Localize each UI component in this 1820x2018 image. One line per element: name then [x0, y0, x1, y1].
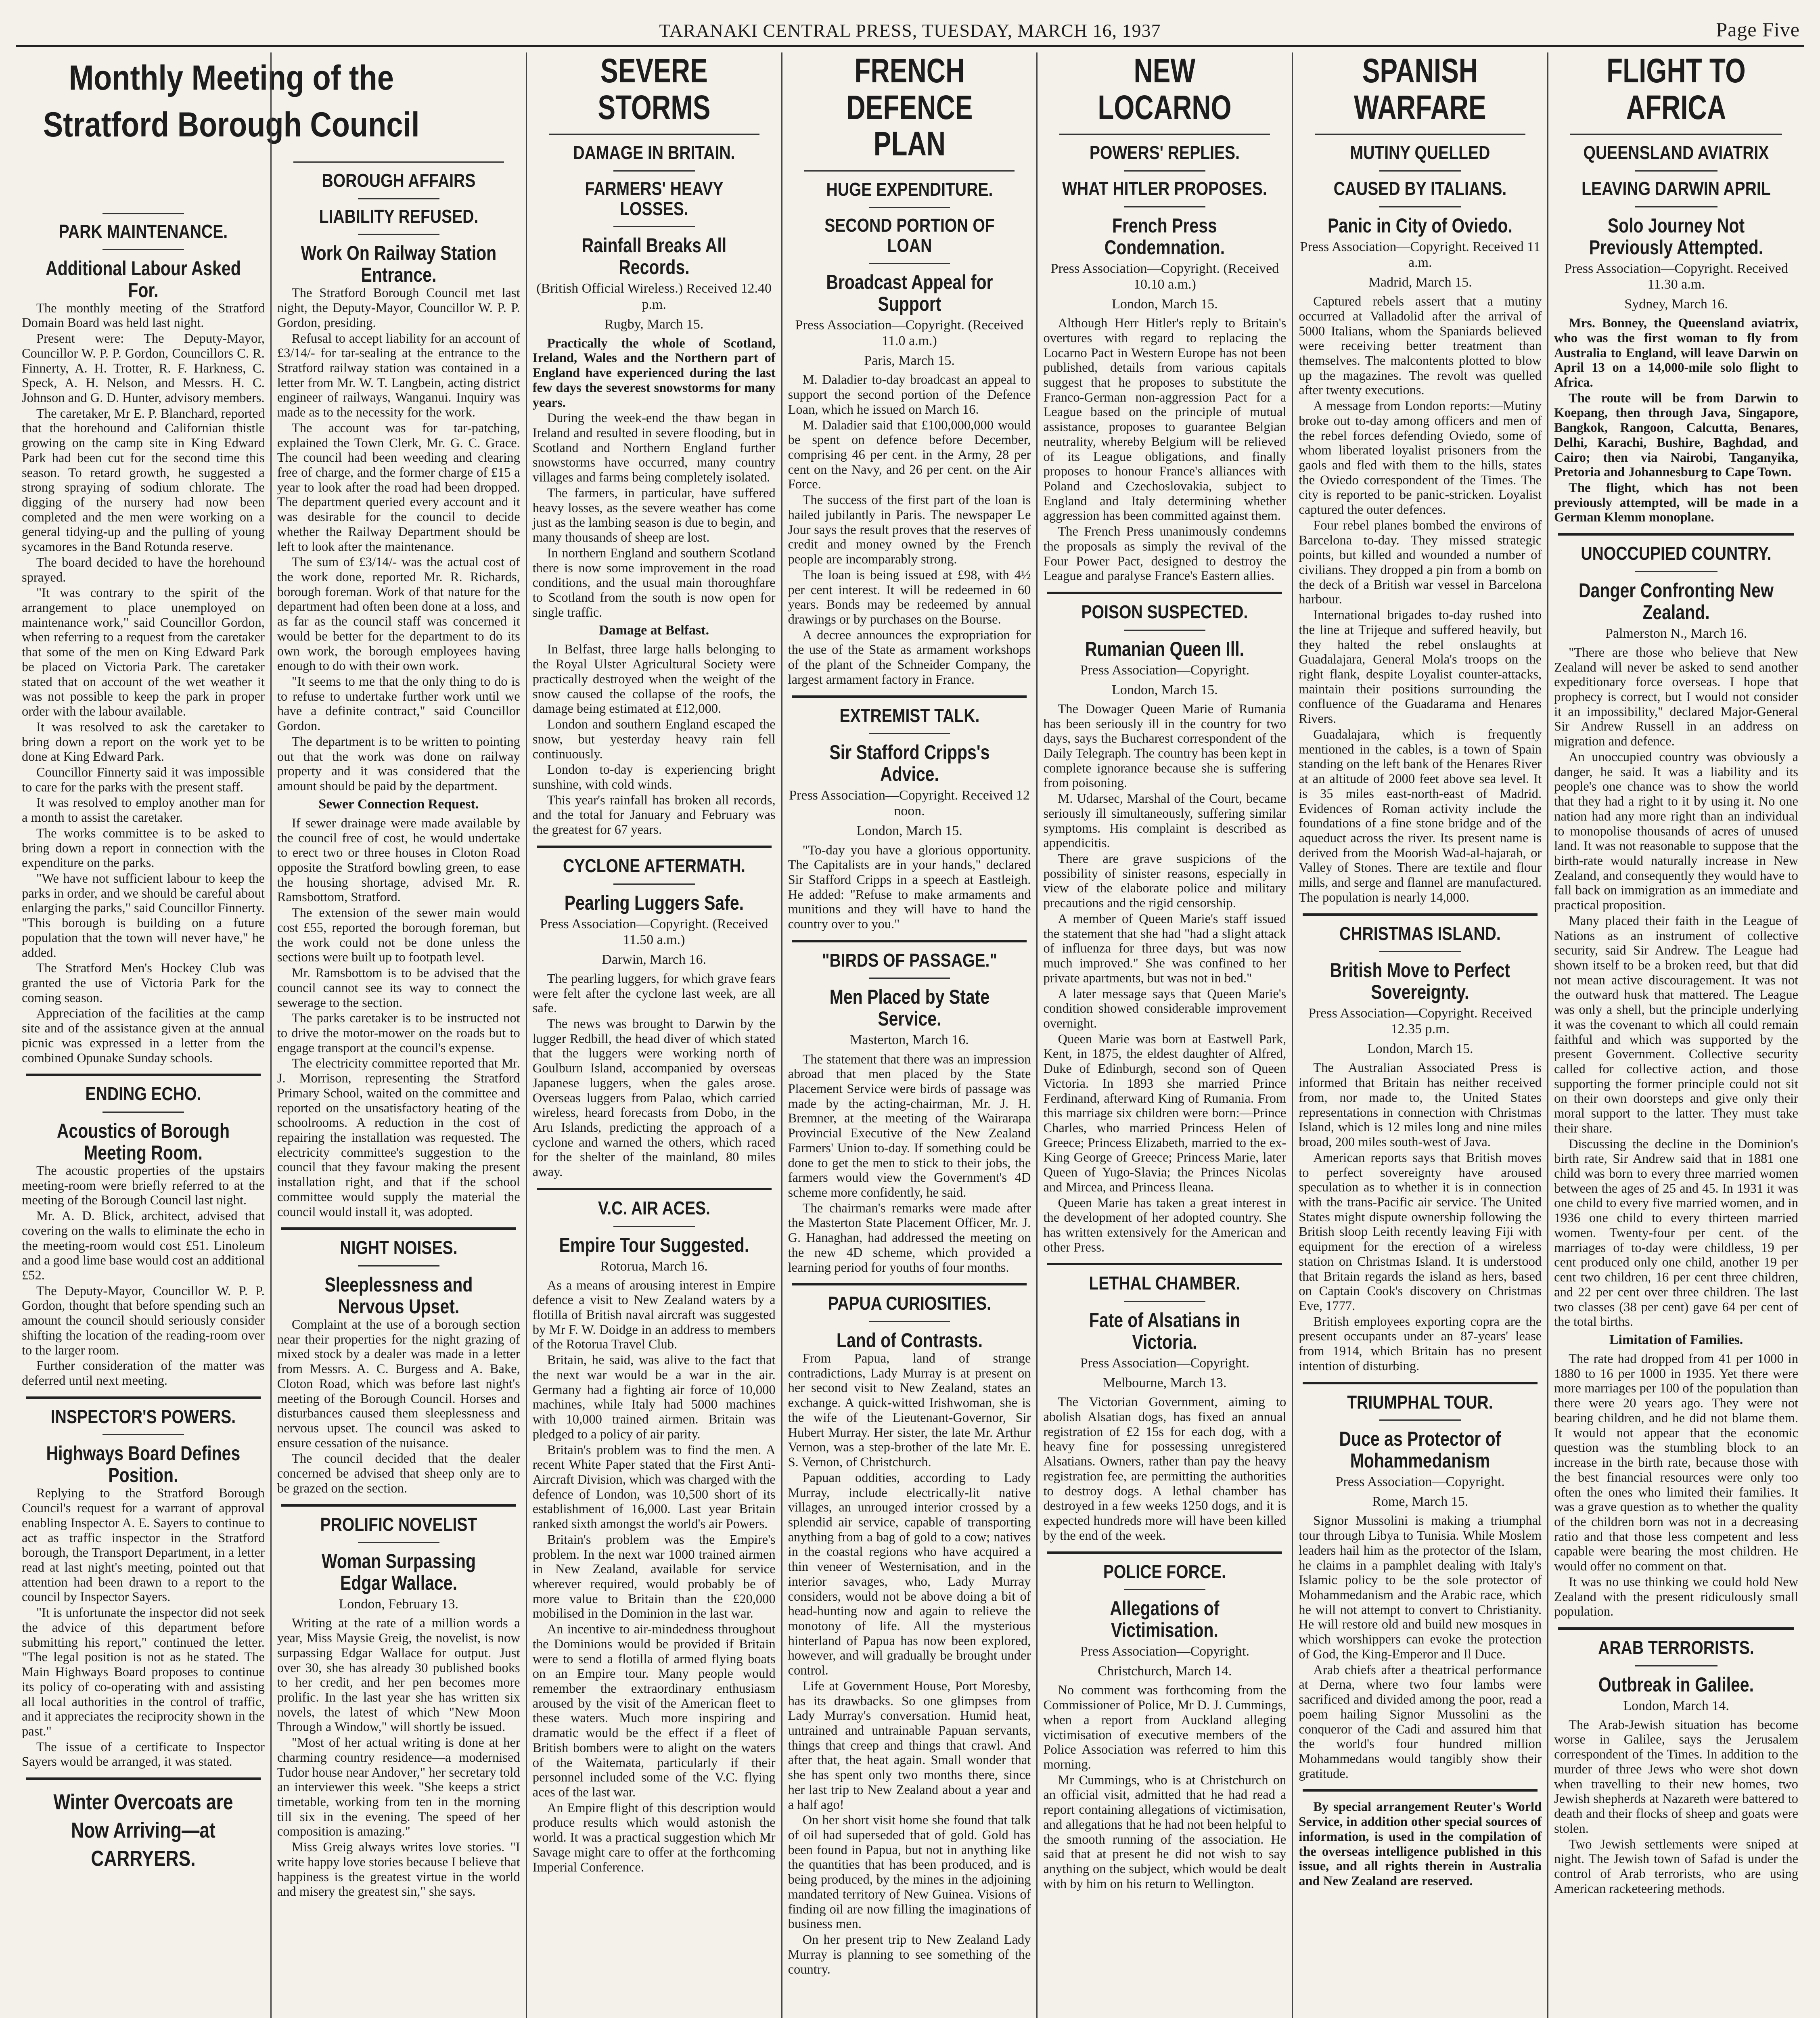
paragraph: As a means of arousing interest in Empire defence a visit to New Zealand waters by a flotilla of British naval aircraft was suggested by Mr F. W. Doidge in an address to members of the Rotorua Travel Club.: [532, 1278, 776, 1352]
paragraph: Britain's problem was the Empire's problem. In the next war 1000 trained airmen in New Zealand, available for service wherever required, would probably be of more value to Britain than the £20,000 mobilised in the Dominion in the last war.: [532, 1532, 776, 1621]
headline: Woman Surpassing Edgar Wallace.: [321, 1550, 476, 1595]
paragraph: The flight, which has not been previously attempted, will be made in a German Klemm monoplane.: [1554, 480, 1799, 525]
paragraph: It was no use thinking we could hold New Zealand with the present ridiculously small population.: [1554, 1574, 1799, 1619]
subheading: Limitation of Families.: [1609, 1332, 1743, 1347]
headline: ARAB TERRORISTS.: [1598, 1637, 1754, 1658]
column-1: [16, 52, 272, 2018]
headline: PARK MAINTENANCE.: [59, 221, 228, 242]
column-7: [1548, 52, 1804, 2018]
paragraph: The Arab-Jewish situation has become worse in Galilee, says the Jerusalem correspondent of the Times. In addition to the murder of three Jews who were shot down when travelling to their new homes, two Jewish shepherds at Nazareth were battered to death and their flocks of sheep and goats were stolen.: [1554, 1717, 1799, 1836]
paragraph: The extension of the sewer main would cost £55, reported the borough foreman, but the work could not be done unless the sections were built up to footpath level.: [277, 906, 520, 965]
paragraph: Writing at the rate of a million words a year, Miss Maysie Greig, the novelist, is now surpassing Edgar Wallace for output. Just over 30, she has already 30 published books to her credit, and her pen becomes more prolific. In the last year she has written six novels, the latest of which "New Moon Through a Window," will shortly be issued.: [277, 1616, 520, 1735]
headline: LIABILITY REFUSED.: [319, 205, 479, 227]
paragraph: The acoustic properties of the upstairs meeting-room were briefly referred to at the meeting of the Borough Council last night.: [22, 1164, 265, 1208]
dateline: London, March 15.: [856, 823, 962, 839]
paragraph: "It is unfortunate the inspector did not seek the advice of this department before submitting his report," continued the letter. "The legal position is not as he stated. The Main Highways Board proposes to continue its policy of co-operating with and assisting all local authorities in the control of traffic, and it appreciates the reciprocity shown in the past.": [22, 1606, 265, 1739]
newspaper-name-date: TARANAKI CENTRAL PRESS, TUESDAY, MARCH 16, 1937: [659, 20, 1161, 41]
paragraph: On her short visit home she found that talk of oil had superseded that of gold. Gold has been found in Papua, but not in anything like the quantities that has been produced, and is being produced, by the mines in the adjoining mandated territory of New Guinea. Visions of finding oil are now filling the imaginations of business men.: [788, 1813, 1031, 1932]
headline: Duce as Protector of Mohammedanism: [1339, 1428, 1501, 1472]
byline: Press Association—Copyright. (Received 11.50 a.m.): [540, 916, 768, 947]
headline: POLICE FORCE.: [1103, 1561, 1226, 1582]
paragraph: London to-day is experiencing bright sunshine, with cold winds.: [532, 762, 776, 792]
page-columns: [16, 52, 1804, 2018]
paragraph: The loan is being issued at £98, with 4½ per cent interest. It will be redeemed in 60 years. Bonds may be redeemed by annual drawings or by purchases on the Bourse.: [788, 567, 1031, 627]
article-body: [1299, 1061, 1542, 1373]
dateline: London, March 15.: [1112, 682, 1218, 697]
article-body: [1043, 1395, 1286, 1543]
paragraph: Captured rebels assert that a mutiny occurred at Valladolid after the arrival of 5000 Italians, whom the Spaniards believed were receiving better treatment than themselves. The malcontents plotted to blow up the magazines. The revolt was quelled after twenty executions.: [1299, 294, 1542, 398]
paragraph: From Papua, land of strange contradictions, Lady Murray is at present on her second visit to New Zealand, states an exchange. A quick-witted Irishwoman, she is the wife of the Lieutenant-Governor, Sir Hubert Murray. Her sister, the late Mr. Arthur Vernon, was a step-brother of the late Mr. E. S. Vernon, of Christchurch.: [788, 1351, 1031, 1470]
article-body: [1043, 316, 1286, 584]
column-6: [1293, 52, 1548, 2018]
dateline: Rugby, March 15.: [605, 316, 704, 332]
subheading: Sewer Connection Request.: [318, 796, 479, 812]
headline: Panic in City of Oviedo.: [1328, 214, 1513, 237]
paragraph: Queen Marie has taken a great interest in the development of her adopted country. She has written extensively for the American and other Press.: [1043, 1195, 1287, 1255]
paragraph: Queen Marie was born at Eastwell Park, Kent, in 1875, the eldest daughter of Alfred, Duke of Edinburgh, second son of Queen Victoria. In 1893 she married Prince Ferdinand, afterward King of Rumania. From this marriage six children were born:—Prince Charles, who married Princess Helen of Greece; Princess Elizabeth, married to the ex-King George of Greece; Princess Marie, later Queen of Yugo-Slavia; the Princes Nicolas and Mircea, and Princess Ileana.: [1043, 1032, 1287, 1195]
headline: CYCLONE AFTERMATH.: [563, 855, 745, 876]
paragraph: Guadalajara, which is frequently mentioned in the cables, is a town of Spain standing on the left bank of the Henares River at an altitude of 2000 feet above sea level. It is 35 miles east-north-east of Madrid. Evidences of Roman activity include the foundations of a fine stone bridge and of the aqueduct across the river. Its present name is derived from the Moorish Wad-al-hajarah, or Valley of Stones. There are textile and flour mills, and serge and flannel are manufactured. The population is nearly 14,000.: [1299, 727, 1542, 905]
paragraph: Present were: The Deputy-Mayor, Councillor W. P. P. Gordon, Councillors C. R. Finnerty, A. H. Trotter, R. F. Harkness, C. Speck, A. H. Nelson, and Messrs. H. C. Johnson and G. D. Hunter, advisory members.: [22, 331, 265, 405]
paragraph: Replying to the Stratford Borough Council's request for a warrant of approval enabling Inspector A. E. Sayers to continue to act as traffic inspector in the Stratford borough, the Transport Department, in a letter read at last night's meeting, pointed out that attention had been drawn to a report to the council by Inspector Sayers.: [22, 1486, 265, 1605]
headline: Solo Journey Not Previously Attempted.: [1589, 214, 1764, 259]
paragraph: Signor Mussolini is making a triumphal tour through Libya to Tunisia. While Moslem leaders hail him as the protector of the Islam, he claims in a pamphlet dealing with Italy's Islamic policy to be the sole protector of Mohammedanism and the Arabic race, which he will not attempt to convert to Christianity. He will restore old and build new mosques in which worshippers can evoke the protection of God, the King-Emperor and Il Duce.: [1299, 1514, 1542, 1662]
paragraph: The rate had dropped from 41 per 1000 in 1880 to 16 per 1000 in 1935. Yet there were more marriages per 100 of the population than there were 20 years ago. They were not bearing children, and he did not blame them. It would not appear that the economic question was the stumbling block to an increase in the birth rate, because those with the best financial resources were only too often the ones who limited their families. It was a grave question as to whether the quality of the children born was not in a decreasing ratio and that those less competent and less capable were bearing the most children. He would offer no comment on that.: [1554, 1352, 1799, 1574]
article-body: [788, 1351, 1031, 1977]
paragraph: The Stratford Borough Council met last night, the Deputy-Mayor, Councillor W. P. P. Gordon, presiding.: [277, 286, 520, 330]
paragraph: If sewer drainage were made available by the council free of cost, he would undertake to erect two or three houses in Cloton Road opposite the Stratford bowling green, to ease the housing shortage, advised Mr. R. Ramsbottom, Stratford.: [277, 816, 520, 905]
article-body: [788, 1052, 1031, 1275]
headline: UNOCCUPIED COUNTRY.: [1581, 543, 1772, 564]
dateline: Rotorua, March 16.: [600, 1258, 708, 1274]
paragraph: The Deputy-Mayor, Councillor W. P. P. Gordon, thought that before spending such an amount the council should seriously consider shifting the location of the reading-room over to the larger room.: [22, 1283, 265, 1358]
dateline: London, March 14.: [1623, 1698, 1729, 1713]
paragraph: Life at Government House, Port Moresby, has its drawbacks. So one glimpses from Lady Murray's conversation. Humid heat, untrained and untrainable Papuan servants, things that creep and things that crawl. And after that, the heat again. Small wonder that she has spent only two months there, since her last trip to New Zealand about a year and a half ago!: [788, 1679, 1031, 1812]
headline: Broadcast Appeal for Support: [826, 271, 993, 316]
article-body: [277, 1616, 520, 1899]
paragraph: Two Jewish settlements were sniped at night. The Jewish town of Safad is under the control of Arab terrorists, who are using American racketeering methods.: [1554, 1837, 1799, 1896]
paragraph: The council decided that the dealer concerned be advised that sheep only are to be grazed on the section.: [277, 1451, 520, 1496]
paragraph: During the week-end the thaw began in Ireland and resulted in severe flooding, but in Scotland and Northern England further snowstorms have occurred, many country villages and farms being completely isolated.: [532, 411, 776, 485]
column-5: [1038, 52, 1293, 2018]
headline: INSPECTOR'S POWERS.: [50, 1406, 236, 1427]
paragraph: Britain's problem was to find the men. A recent White Paper stated that the First Anti-Aircraft Division, which was charged with the defence of London, was 10,500 short of its establishment of 16,000. Last year Britain ranked sixth amongst the world's air Powers.: [532, 1442, 776, 1532]
article-body: [22, 1486, 265, 1769]
paragraph: M. Daladier said that £100,000,000 would be spent on defence before December, comprising 46 per cent. in the Army, 28 per cent on the Navy, and 26 per cent. on the Air Force.: [788, 418, 1031, 492]
headline: V.C. AIR ACES.: [598, 1197, 710, 1218]
paragraph: Refusal to accept liability for an account of £3/14/- for tar-sealing at the entrance to the Stratford railway station was contained in a letter from Mr. W. T. Langbein, acting district engineer of railways, Wanganui. Inquiry was made as to the necessity for the work.: [277, 331, 520, 420]
paragraph: M. Udarsec, Marshal of the Court, became seriously ill simultaneously, suffering similar symptoms. His complaint is described as appendicitis.: [1043, 791, 1287, 851]
article-body: [1554, 1718, 1798, 1897]
paragraph: "We have not sufficient labour to keep the parks in order, and we should be careful about enlarging the parks," said Councillor Finnerty. "This borough is building on a future population that the town will never have," he added.: [22, 871, 265, 960]
paragraph: The success of the first part of the loan is hailed jubilantly in Paris. The newspaper Le Jour says the result proves that the reserves of credit and money owned by the French people are incomparably strong.: [788, 493, 1031, 567]
paragraph: M. Daladier to-day broadcast an appeal to support the second portion of the Defence Loan, which he issued on March 16.: [788, 373, 1031, 417]
paragraph: The pearling luggers, for which grave fears were felt after the cyclone last week, are all safe.: [532, 971, 776, 1016]
dateline: Paris, March 15.: [864, 353, 955, 368]
headline: FLIGHT TO AFRICA: [1607, 52, 1746, 126]
headline: NEW LOCARNO: [1098, 52, 1232, 126]
article-body: [1299, 1514, 1542, 1781]
headline: FRENCH DEFENCE PLAN: [846, 52, 973, 163]
headline: Fate of Alsatians in Victoria.: [1089, 1309, 1241, 1354]
article-body: [533, 1278, 776, 1875]
dateline: London, March 15.: [1112, 296, 1218, 312]
paragraph: A later message says that Queen Marie's condition showed considerable improvement overnight.: [1043, 986, 1287, 1031]
headline: CHRISTMAS ISLAND.: [1339, 923, 1501, 944]
headline: SPANISH WARFARE: [1354, 52, 1487, 126]
headline: TRIUMPHAL TOUR.: [1347, 1391, 1493, 1413]
paragraph: Appreciation of the facilities at the camp site and of the assistance given at the annual picnic was expressed in a letter from the combined Opunake Sunday schools.: [22, 1006, 265, 1066]
dateline: London, March 15.: [1367, 1041, 1473, 1057]
paragraph: Mr. A. D. Blick, architect, advised that covering on the walls to eliminate the echo in the meeting-room would cost £51. Linoleum and a good lime base would cost an additional £52.: [22, 1209, 265, 1283]
headline: Rumanian Queen Ill.: [1085, 637, 1245, 660]
article-body: [533, 971, 776, 1180]
paragraph: International brigades to-day rushed into the line at Trijeque and suffered heavily, but they halted the rebel onslaughts at Guadalajara, General Mola's troops on the right flank, despite Loyalist counter-attacks, maintain their positions surrounding the confluence of the Guadarama and Henares Rivers.: [1299, 608, 1542, 726]
headline: Allegations of Victimisation.: [1110, 1597, 1220, 1642]
paragraph: There are grave suspicions of the possibility of sinister reasons, especially in view of the elaborate police and military precautions and the rigid censorship.: [1043, 852, 1287, 911]
paragraph: It was resolved to employ another man for a month to assist the caretaker.: [22, 795, 265, 825]
paragraph: Discussing the decline in the Dominion's birth rate, Sir Andrew said that in 1881 one child was born to every three married women between the ages of 25 and 45. In 1931 it was one child to every five married women, and in 1936 one child to every thirteen married women. Twenty-four per cent. of the marriages of to-day were childless, 19 per cent produced only one child, another 19 per cent two children, 16 per cent three children, and 22 per cent over three children. The last two classes (38 per cent) gave 64 per cent of the total births.: [1554, 1137, 1799, 1329]
paragraph: The department is to be written to pointing out that the work was done on railway property and it was considered that the amount should be paid by the department.: [277, 734, 520, 794]
headline: Work On Railway Station Entrance.: [301, 242, 497, 287]
headline: French Press Condemnation.: [1105, 214, 1225, 259]
article-body: [533, 336, 776, 837]
paragraph: Papuan oddities, according to Lady Murray, include electrically-lit native villages, an unrouged interior crossed by a splendid air service, capable of transporting anything from a bag of gold to a cow; natives in the coastal regions who have acquired a thin veneer of Westernisation, and in the interior savages, who, Lady Murray considers, would not be above doing a bit of head-hunting now and again to relieve the monotony of life. All the mysterious hinterland of Papua has now been explored, however, and will gradually be brought under control.: [788, 1470, 1031, 1678]
headline: "BIRDS OF PASSAGE.": [822, 949, 997, 971]
paragraph: Although Herr Hitler's reply to Britain's overtures with regard to replacing the Locarno Pact in Western Europe has not been published, details from various capitals suggest that he proposes to substitute the Franco-German non-aggression Pact for a League based on the principle of mutual assistance, proposes to guarantee Belgian neutrality, whereby Belgium will be relieved of its League obligations, and finally proposes to honour France's alliances with Poland and Czechoslovakia, subject to England and Italy determining whether aggression has been committed against them.: [1043, 316, 1287, 523]
headline: WHAT HITLER PROPOSES.: [1062, 178, 1268, 199]
headline: Land of Contrasts.: [836, 1329, 983, 1352]
headline: NIGHT NOISES.: [340, 1237, 458, 1258]
dateline: Palmerston N., March 16.: [1605, 626, 1747, 641]
article-body: [788, 843, 1031, 932]
article-body: [1043, 1683, 1286, 1891]
headline: POWERS' REPLIES.: [1090, 142, 1240, 163]
byline: Press Association—Copyright.: [1080, 662, 1250, 678]
column-3: [527, 52, 782, 2018]
headline: QUEENSLAND AVIATRIX: [1583, 142, 1769, 163]
paragraph: "To-day you have a glorious opportunity. The Capitalists are in your hands," declared Sir Stafford Cripps in a speech at Eastleigh. He added: "Refuse to make armaments and munitions and they will have to hand the country over to you.": [788, 843, 1031, 932]
paragraph: The Stratford Men's Hockey Club was granted the use of Victoria Park for the coming season.: [22, 961, 265, 1005]
column-2: [272, 52, 527, 2018]
dateline: Rome, March 15.: [1372, 1494, 1469, 1509]
paragraph: Practically the whole of Scotland, Ireland, Wales and the Northern part of England have experienced during the last few days the severest snowstorms for many years.: [532, 336, 776, 410]
paragraph: An Empire flight of this description would produce results which would astonish the world. It was a practical suggestion which Mr Savage might care to offer at the forthcoming Imperial Conference.: [532, 1800, 776, 1875]
article-body: [22, 1164, 265, 1388]
paragraph: It was resolved to ask the caretaker to bring down a report on the work yet to be done at King Edward Park.: [22, 720, 265, 764]
paragraph: Mr. Ramsbottom is to be advised that the council cannot see its way to connect the sewerage to the section.: [277, 966, 520, 1010]
column-4: [782, 52, 1038, 2018]
headline: PROLIFIC NOVELIST: [320, 1514, 477, 1535]
paragraph: The Dowager Queen Marie of Rumania has been seriously ill in the country for two days, says the Bucharest correspondent of the Daily Telegraph. The country has been kept in complete ignorance because she is suffering from poisoning.: [1043, 701, 1287, 791]
paragraph: This year's rainfall has broken all records, and the total for January and February was the greatest for 67 years.: [532, 793, 776, 837]
headline: PAPUA CURIOSITIES.: [828, 1293, 991, 1314]
paragraph: Britain, he said, was alive to the fact that the next war would be a war in the air. Germany had a fighting air force of 10,000 machines, while Italy had 5000 machines with 10,000 trained airmen. Britain was pledged to a policy of air parity.: [532, 1353, 776, 1442]
paragraph: Councillor Finnerty said it was impossible to care for the parks with the present staff.: [22, 765, 265, 795]
advertisement: Winter Overcoats are Now Arriving—at CARRYERS.: [53, 1790, 233, 1871]
paragraph: The Victorian Government, aiming to abolish Alsatian dogs, has fixed an annual registration of £2 15s for each dog, with a heavy fine for possessing unregistered Alsatians. Owners, rather than pay the heavy registration fee, are permitting the authorities to destroy dogs. A lethal chamber has destroyed in a few weeks 1250 dogs, and it is expected hundreds more will have been killed by the end of the week.: [1043, 1395, 1287, 1543]
byline: Press Association—Copyright. Received 12.35 p.m.: [1308, 1006, 1532, 1037]
paragraph: "Most of her actual writing is done at her charming country residence—a modernised Tudor house near Andover," her secretary told an interviewer this week. "She keeps a strict timetable, working from ten in the morning till six in the evening. The speed of her composition is amazing.": [277, 1735, 520, 1839]
paragraph: Mr Cummings, who is at Christchurch on an official visit, admitted that he had read a report containing allegations of victimisation, and allegations that he had not been helpful to the smooth running of the association. He said that at present he did not wish to say anything on the subject, which would be dealt with by him on his return to Wellington.: [1043, 1773, 1287, 1891]
article-body: [1043, 702, 1286, 1255]
dateline: London, February 13.: [339, 1597, 459, 1612]
headline: ENDING ECHO.: [85, 1083, 201, 1105]
paragraph: "It was contrary to the spirit of the arrangement to place unemployed on maintenance work," said Councillor Gordon, when referring to a request from the caretaker that some of the men on King Edward Park be placed on Victoria Park. The caretaker stated that on account of the wet weather it was not possible to keep the park in proper order with the labour available.: [22, 586, 265, 719]
paragraph: A member of Queen Marie's staff issued the statement that she had "had a slight attack of influenza for three days, but was now much improved." She was confined to her private apartments, but was not in bed.": [1043, 911, 1287, 986]
paragraph: The statement that there was an impression abroad that men placed by the State Placement Service were birds of passage was made by the acting-chairman, Mr. J. H. Bremner, at the meeting of the Wairarapa Provincial Executive of the New Zealand Farmers' Union to-day. If something could be done to get the men to stick to their jobs, the farmers would view the Government's 4D scheme more confidently, he said.: [788, 1052, 1031, 1200]
paragraph: The Australian Associated Press is informed that Britain has neither received from, nor made to, the United States representations in connection with Christmas Island, which is 12 miles long and nine miles broad, 200 miles south-west of Java.: [1299, 1061, 1542, 1150]
byline: Press Association—Copyright. Received 12 noon.: [789, 788, 1030, 819]
headline: Empire Tour Suggested.: [559, 1233, 749, 1256]
paragraph: Four rebel planes bombed the environs of Barcelona to-day. They missed strategic points, but killed and wounded a number of civilians. They dropped a pin from a bomb on the deck of a British war vessel in Barcelona harbour.: [1299, 518, 1542, 607]
article-body: [22, 301, 265, 1066]
paragraph: On her present trip to New Zealand Lady Murray is planning to see something of the country.: [788, 1932, 1031, 1977]
paragraph: The monthly meeting of the Stratford Domain Board was held last night.: [22, 301, 265, 331]
byline: Press Association—Copyright. (Received 11.0 a.m.): [795, 318, 1024, 349]
headline: Pearling Luggers Safe.: [564, 891, 744, 914]
byline: (British Official Wireless.) Received 12.40 p.m.: [536, 281, 772, 312]
paragraph: The caretaker, Mr E. P. Blanchard, reported that the horehound and Californian thistle growing on the camp site in King Edward Park had been cut for the second time this season. To retard growth, he suggested a strong spraying of sodium chlorate. The digging of the nursery had now been completed and the men were working on a general tidying-up and the pulling of young sycamores in the Band Rotunda reserve.: [22, 406, 265, 555]
paragraph: The news was brought to Darwin by the lugger Redbill, the head diver of which stated that the luggers were working north of Goulburn Island, accompanied by overseas Japanese luggers, when the gales arose. Overseas luggers from Palao, which carried wireless, heard forecasts from Dobo, in the Aru Islands, predicting the approach of a cyclone and warned the others, which raced for the shelter of the mainland, 80 miles away.: [532, 1016, 776, 1180]
headline: Men Placed by State Service.: [829, 986, 989, 1030]
paragraph: "There are those who believe that New Zealand will never be asked to send another expeditionary force overseas. I hope that prophecy is correct, but I would not consider it an impossibility," declared Major-General Sir Andrew Russell in an address on migration and defence.: [1554, 645, 1799, 749]
paragraph: The board decided to have the horehound sprayed.: [22, 555, 265, 585]
headline: SECOND PORTION OF LOAN: [824, 214, 995, 256]
paragraph: By special arrangement Reuter's World Service, in addition other special sources of information, is used in the compilation of the overseas intelligence published in this issue, and all rights therein in Australia and New Zealand are reserved.: [1299, 1800, 1542, 1888]
paragraph: An incentive to air-mindedness throughout the Dominions would be provided if Britain were to send a flotilla of armed flying boats on an Empire tour. Many people would remember the extraordinary enthusiasm aroused by the visit of the American fleet to these waters. Much more inspiring and dramatic would be the effect if a fleet of British bombers were to alight on the waters of the Waitemata, particularly if their personnel included some of the V.C. flying aces of the last war.: [532, 1622, 776, 1800]
headline: BOROUGH AFFAIRS: [322, 170, 476, 191]
paragraph: London and southern England escaped the snow, but yesterday heavy rain fell continuously.: [532, 717, 776, 762]
lead-headline: Monthly Meeting of the Stratford Borough Council: [43, 59, 420, 144]
dateline: Melbourne, March 13.: [1103, 1375, 1227, 1391]
headline: SEVERE STORMS: [598, 52, 711, 126]
paragraph: In Belfast, three large halls belonging to the Royal Ulster Agricultural Society were practically destroyed when the weight of the snow caused the collapse of the roofs, the damage being estimated at £12,000.: [532, 642, 776, 716]
headline: LETHAL CHAMBER.: [1089, 1273, 1241, 1294]
paragraph: In northern England and southern Scotland there is now some improvement in the road conditions, and the usual main thoroughfare to Scotland from the south is now open for single traffic.: [532, 546, 776, 620]
byline: Press Association—Copyright.: [1335, 1474, 1505, 1490]
headline: LEAVING DARWIN APRIL: [1582, 178, 1771, 199]
paragraph: The issue of a certificate to Inspector Sayers would be arranged, it was stated.: [22, 1740, 265, 1769]
dateline: Christchurch, March 14.: [1098, 1664, 1232, 1679]
headline: MUTINY QUELLED: [1350, 142, 1490, 163]
subheading: Damage at Belfast.: [599, 623, 709, 638]
dateline: Madrid, March 15.: [1368, 274, 1472, 290]
byline: Press Association—Copyright. Received 11 a.m.: [1300, 239, 1541, 270]
headline: FARMERS' HEAVY LOSSES.: [585, 178, 724, 219]
paragraph: The parks caretaker is to be instructed not to drive the motor-mower on the roads but to engage transport at the council's expense.: [277, 1011, 520, 1055]
headline: Outbreak in Galilee.: [1598, 1673, 1754, 1696]
page-number: Page Five: [1716, 18, 1800, 41]
headline: DAMAGE IN BRITAIN.: [573, 142, 735, 163]
headline: EXTREMIST TALK.: [839, 705, 979, 726]
folio-line: [16, 9, 1804, 47]
paragraph: Further consideration of the matter was deferred until next meeting.: [22, 1359, 265, 1388]
article-body: [1554, 645, 1798, 1619]
paragraph: The sum of £3/14/- was the actual cost of the work done, reported Mr. R. Richards, borough foreman. Work of that nature for the department had often been done at a loss, and as far as the council staff was concerned it would be better for the department to do its own work, the borough employees having enough to do with their own work.: [277, 555, 520, 674]
article-body: [277, 1317, 520, 1496]
paragraph: No comment was forthcoming from the Commissioner of Police, Mr D. J. Cummings, when a report from Auckland alleging victimisation of executive members of the Police Association was referred to him this morning.: [1043, 1683, 1287, 1772]
headline: Sir Stafford Cripps's Advice.: [829, 741, 990, 786]
paragraph: Mrs. Bonney, the Queensland aviatrix, who was the first woman to fly from Australia to England, will leave Darwin on April 13 on a 14,000-mile solo flight to Africa.: [1554, 316, 1799, 390]
headline: Acoustics of Borough Meeting Room.: [56, 1120, 230, 1164]
headline: Rainfall Breaks All Records.: [582, 234, 726, 279]
article-body: [1554, 316, 1798, 525]
paragraph: The farmers, in particular, have suffered heavy losses, as the severe weather has come just as the lambing season is due to begin, and many thousands of sheep are lost.: [532, 486, 776, 545]
paragraph: Arab chiefs after a theatrical performance at Derna, where two four lambs were sacrificed and divided among the poor, read a poem hailing Signor Mussolini as the conqueror of the Cadi and assured him that the world's four hundred million Mohammedans would tangibly show their gratitude.: [1299, 1662, 1542, 1781]
paragraph: A message from London reports:—Mutiny broke out to-day among officers and men of the rebel forces defending Oviedo, some of whom liberated loyalist prisoners from the gaols and fled with them to the hills, states the Oviedo correspondent of the Times. The city is reported to be panic-stricken. Loyalist captured the outer defences.: [1299, 399, 1542, 517]
headline: CAUSED BY ITALIANS.: [1333, 178, 1507, 199]
paragraph: "It seems to me that the only thing to do is to refuse to undertake further work until we have a definite contract," said Councillor Gordon.: [277, 674, 520, 734]
headline: POISON SUSPECTED.: [1081, 601, 1248, 622]
headline: Additional Labour Asked For.: [46, 257, 241, 301]
headline: HUGE EXPENDITURE.: [826, 179, 993, 200]
paragraph: The electricity committee reported that Mr. J. Morrison, representing the Stratford Primary School, waited on the committee and reported on the unsatisfactory heating of the schoolrooms. A reduction in the cost of repairing the installation was requested. The electricity committee's suggestion to the council that they favour making the present installation right, and that if the school committee would supply the material the council would install it, was adopted.: [277, 1056, 520, 1219]
paragraph: The chairman's remarks were made after the Masterton State Placement Officer, Mr. J. G. Hanaghan, had addressed the meeting on the new 4D scheme, which provided a learning period for youths of four months.: [788, 1201, 1031, 1275]
byline: Press Association—Copyright. (Received 10.10 a.m.): [1050, 261, 1279, 292]
paragraph: The route will be from Darwin to Koepang, then through Java, Singapore, Bangkok, Rangoon, Calcutta, Benares, Delhi, Karachi, Bushire, Baghdad, and Cairo; then via Nairobi, Tanganyika, Pretoria and Johannesburg to Cape Town.: [1554, 391, 1799, 480]
paragraph: Miss Greig always writes love stories. "I write happy love stories because I believe that happiness is the greatest virtue in the world and misery the greatest sin," she says.: [277, 1840, 520, 1899]
paragraph: An unoccupied country was obviously a danger, he said. It was a liability and its people's one chance was to show the world that they had a right to it by using it. No one nation had any more right than an individual to monopolise thousands of acres of unused land. It was not reasonable to suppose that the birth-rate would naturally increase in New Zealand, and consequently they would have to fall back on immigration as an immediate and practical proposition.: [1554, 749, 1799, 913]
paragraph: The works committee is to be asked to bring down a report in connection with the expenditure on the parks.: [22, 826, 265, 871]
paragraph: American reports says that British moves to perfect sovereignty have aroused speculation as to whether it is in connection with the trans-Pacific air service. The United States might dispute ownership following the British sloop Leith recently leaving Fiji with equipment for the erection of a wireless station on Christmas Island. It is understood that Britain regards the island as hers, based on Captain Cook's discovery on Christmas Eve, 1777.: [1299, 1150, 1542, 1313]
article-body: [1299, 294, 1542, 905]
headline: Sleeplessness and Nervous Upset.: [324, 1273, 473, 1318]
headline: Highways Board Defines Position.: [46, 1442, 241, 1487]
headline: British Move to Perfect Sovereignty.: [1330, 959, 1510, 1004]
article-body: [788, 373, 1031, 687]
paragraph: The account was for tar-patching, explained the Town Clerk, Mr. G. C. Grace. The council had been weeding and clearing free of charge, and the former charge of £15 a year to look after the road had been dropped. The department queried every account and it was desirable for the council to decide whether the Railway Department should be left to look after the maintenance.: [277, 421, 520, 554]
byline: Press Association—Copyright.: [1080, 1644, 1250, 1659]
dateline: Masterton, March 16.: [850, 1032, 969, 1048]
headline: Danger Confronting New Zealand.: [1579, 579, 1774, 624]
byline: Press Association—Copyright.: [1080, 1356, 1250, 1371]
copyright-notice: [1299, 1800, 1542, 1888]
dateline: Darwin, March 16.: [602, 952, 706, 967]
byline: Press Association—Copyright. Received 11.30 a.m.: [1564, 261, 1788, 292]
paragraph: Complaint at the use of a borough section near their properties for the night grazing of mixed stock by a dealer was made in a letter from Messrs. A. C. Burgess and A. Bake, Cloton Road, which was before last night's meeting of the Borough Council. Horses and disturbances caused them sleeplessness and nervous upset. The council was asked to ensure cessation of the nuisance.: [277, 1317, 520, 1451]
dateline: Sydney, March 16.: [1624, 296, 1728, 312]
article-body: [277, 286, 520, 1219]
paragraph: The French Press unanimously condemns the proposals as simply the revival of the Four Power Pact, designed to destroy the League and paralyse France's Eastern allies.: [1043, 524, 1287, 584]
paragraph: A decree announces the expropriation for the use of the State as armament workshops of the plant of the Schneider Company, the largest armament factory in France.: [788, 628, 1031, 687]
paragraph: Many placed their faith in the League of Nations as an instrument of collective security, said Sir Andrew. The League had shown itself to be a broken reed, but that did not mean active discouragement. It was not the outward husk that mattered. The League was only a shell, but the principle underlying it was the covenant to which all could remain faithful and which was supported by the present Government. Collective security called for collective action, and those supporting the former principle could not sit on their own doorsteps and give only their moral support to the latter. They must take their share.: [1554, 913, 1799, 1136]
paragraph: British employees exporting copra are the present occupants under an 87-years' lease from 1914, which Britain has no present intention of disturbing.: [1299, 1314, 1542, 1373]
